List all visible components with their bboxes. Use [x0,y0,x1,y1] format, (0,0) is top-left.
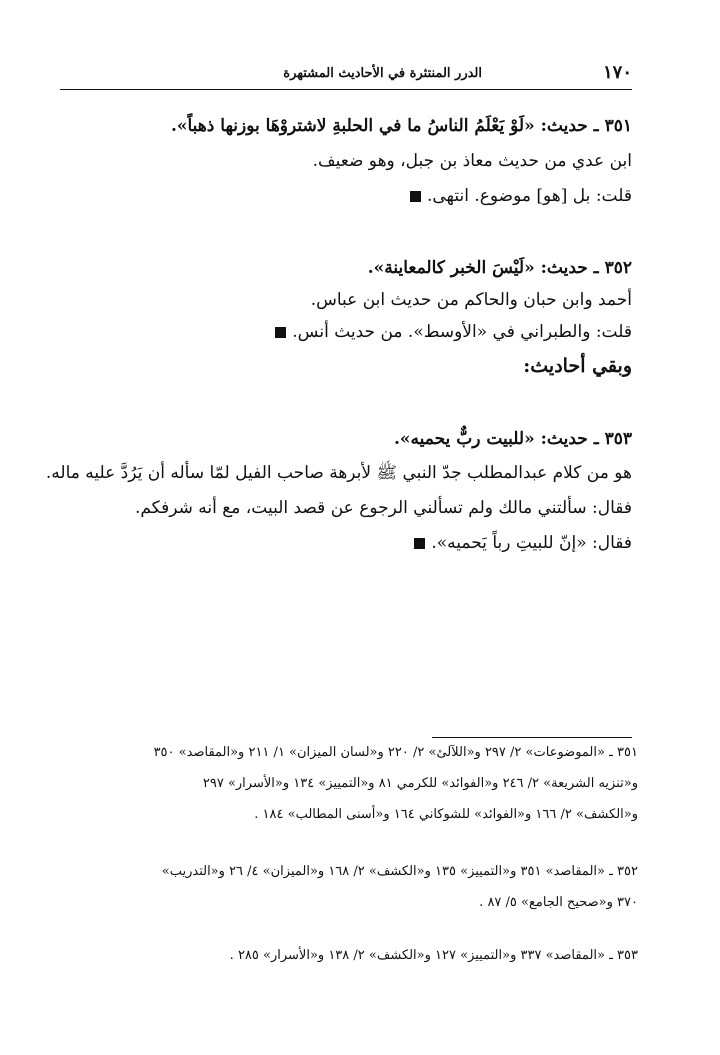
footnote-351-line-1: ٣٥١ ـ «الموضوعات» ٢/ ٢٩٧ و«اللآلئ» ٢/ ٢٢٠ و«لسان الميزان» ١/ ٢١١ و«المقاصد» ٣٥٠ [153,745,638,760]
hadith-353-explanation: هو من كلام عبدالمطلب جدّ النبي ﷺ لأبرهة صاحب الفيل لمّا سأله أن يَرُدَّ عليه ماله. [45,463,632,483]
end-marker [410,191,421,202]
hadith-353-dialogue-1: فقال: سألتني مالك ولم تسألني الرجوع عن قصد البيت، مع أنه شرفكم. [134,498,632,518]
footnote-351-line-3: و«الكشف» ٢/ ١٦٦ و«الفوائد» للشوكاني ١٦٤ و«أسنى المطالب» ١٨٤ . [254,807,638,822]
footnote-351-line-2: و«تنزيه الشريعة» ٢/ ٢٤٦ و«الفوائد» للكرمي ٨١ و«التمييز» ١٣٤ و«الأسرار» ٢٩٧ [202,776,638,791]
page-header [60,62,632,88]
hadith-351-source: ابن عدي من حديث معاذ بن جبل، وهو ضعيف. [312,151,632,171]
end-marker [414,538,425,549]
section-title: وبقي أحاديث: [523,355,632,377]
hadith-351-note: قلت: بل [هو] موضوع. انتهى. [50,182,632,210]
hadith-353-title: ٣٥٣ ـ حديث: «للبيت ربٌّ يحميه». [393,429,632,449]
hadith-352-title: ٣٥٢ ـ حديث: «لَيْسَ الخبر كالمعاينة». [367,258,632,278]
footnote-352-line-2: ٣٧٠ و«صحيح الجامع» ٥/ ٨٧ . [479,895,638,910]
page-number: ١٧٠ [602,62,632,83]
footnote-353-line-1: ٣٥٣ ـ «المقاصد» ٣٣٧ و«التمييز» ١٢٧ و«الكشف» ٢/ ١٣٨ و«الأسرار» ٢٨٥ . [229,948,638,963]
running-title: الدرر المنتثرة في الأحاديث المشتهرة [283,66,482,81]
footnote-rule [432,737,632,738]
hadith-351-title: ٣٥١ ـ حديث: «لَوْ يَعْلَمُ الناسُ ما في الحلبةِ لاشتروْهَا بوزنها ذهباً». [170,116,632,136]
hadith-353-dialogue-2: فقال: «إنّ للبيتِ رباً يَحميه». [50,529,632,557]
end-marker [275,327,286,338]
header-rule [60,89,632,90]
hadith-352-source: أحمد وابن حبان والحاكم من حديث ابن عباس. [310,290,632,310]
footnote-352-line-1: ٣٥٢ ـ «المقاصد» ٣٥١ و«التمييز» ١٣٥ و«الكشف» ٢/ ١٦٨ و«الميزان» ٤/ ٢٦ و«التدريب» [161,864,638,879]
hadith-352-note: قلت: والطبراني في «الأوسط». من حديث أنس. [50,318,632,346]
